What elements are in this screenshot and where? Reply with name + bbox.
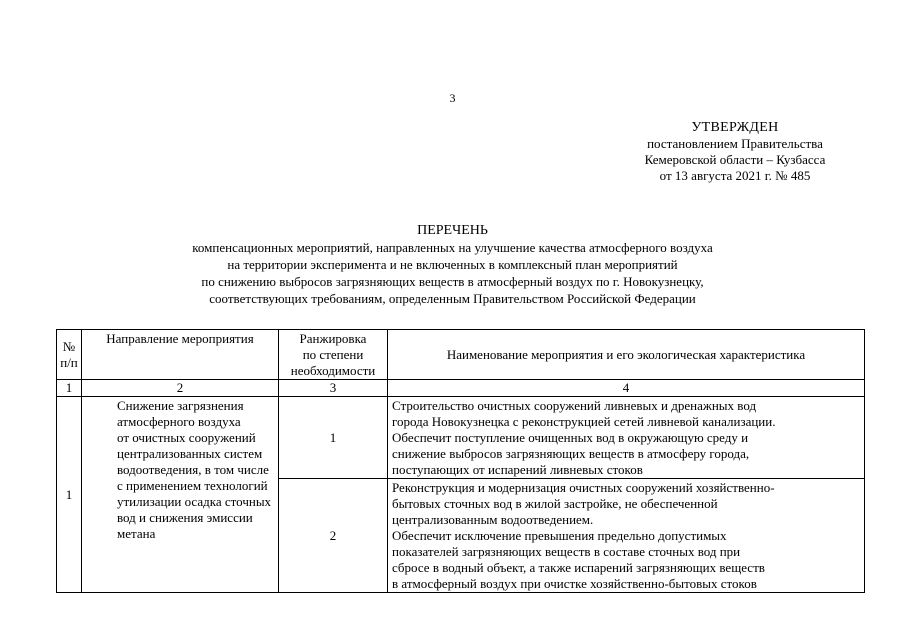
column-index: 4	[388, 380, 865, 397]
description-line: бытовых сточных вод в жилой застройке, не обеспеченной	[392, 496, 718, 511]
header-number-line: п/п	[60, 354, 78, 370]
description-line: в атмосферный воздух при очистке хозяйственно-бытовых стоков	[392, 576, 757, 591]
approval-line: от 13 августа 2021 г. № 485	[659, 168, 811, 183]
header-number-line: №	[62, 338, 76, 354]
header-name: Наименование мероприятия и его экологическая характеристика	[388, 330, 865, 380]
direction-line: Снижение загрязнения	[117, 398, 244, 413]
direction-line: от очистных сооружений	[117, 430, 256, 445]
description-line: Обеспечит поступление очищенных вод в окружающую среду и	[392, 430, 749, 445]
heading-line: по снижению выбросов загрязняющих веществ в атмосферный воздух по г. Новокузнецку,	[201, 274, 704, 289]
row-number: 1	[57, 397, 82, 593]
header-rank-line: Ранжировка	[299, 331, 367, 346]
heading-line: соответствующих требованиям, определенным Правительством Российской Федерации	[209, 291, 696, 306]
direction-line: водоотведения, в том числе	[117, 462, 269, 477]
description-line: Обеспечит исключение превышения предельно допустимых	[392, 528, 727, 543]
direction-line: атмосферного воздуха	[117, 414, 241, 429]
header-number	[57, 330, 82, 380]
description-line: города Новокузнецка с реконструкцией сетей ливневой канализации.	[392, 414, 776, 429]
description-line: снижение выбросов загрязняющих веществ в атмосферу города,	[392, 446, 750, 461]
direction-line: вод и снижения эмиссии	[117, 510, 253, 525]
direction-line: утилизации осадка сточных	[117, 494, 272, 509]
description-line: централизованным водоотведением.	[392, 512, 594, 527]
approval-line: постановлением Правительства	[647, 136, 823, 151]
description-line: поступающих от испарений ливневых стоков	[392, 462, 643, 477]
description-line: сбросе в водный объект, а также испарений загрязняющих веществ	[392, 560, 765, 575]
page-number: 3	[449, 91, 456, 105]
approval-block	[600, 120, 870, 184]
header-rank-line: по степени	[302, 347, 364, 362]
measures-table	[56, 329, 865, 593]
column-index: 2	[82, 380, 279, 397]
approval-title: УТВЕРЖДЕН	[691, 120, 779, 135]
column-index-row	[57, 380, 865, 397]
header-rank	[279, 330, 388, 380]
heading-line: на территории эксперимента и не включенных в комплексный план мероприятий	[227, 257, 678, 272]
measure-rank: 1	[279, 397, 388, 479]
document-title: ПЕРЕЧЕНЬ	[417, 223, 488, 238]
column-index: 3	[279, 380, 388, 397]
table-header-row	[57, 330, 865, 380]
header-rank-line: необходимости	[290, 363, 376, 378]
measure-description	[388, 479, 865, 593]
row-direction	[82, 397, 279, 593]
document-heading	[0, 222, 905, 307]
header-direction: Направление мероприятия	[82, 330, 279, 380]
direction-line: централизованных систем	[117, 446, 263, 461]
approval-line: Кемеровской области – Кузбасса	[644, 152, 826, 167]
table-row	[57, 397, 865, 479]
measure-rank: 2	[279, 479, 388, 593]
measure-description	[388, 397, 865, 479]
column-index: 1	[57, 380, 82, 397]
description-line: показателей загрязняющих веществ в составе сточных вод при	[392, 544, 741, 559]
heading-line: компенсационных мероприятий, направленных на улучшение качества атмосферного воздуха	[192, 240, 713, 255]
description-line: Реконструкция и модернизация очистных сооружений хозяйственно-	[392, 480, 775, 495]
direction-line: метана	[117, 526, 156, 541]
direction-line: с применением технологий	[117, 478, 268, 493]
description-line: Строительство очистных сооружений ливневых и дренажных вод	[392, 398, 757, 413]
